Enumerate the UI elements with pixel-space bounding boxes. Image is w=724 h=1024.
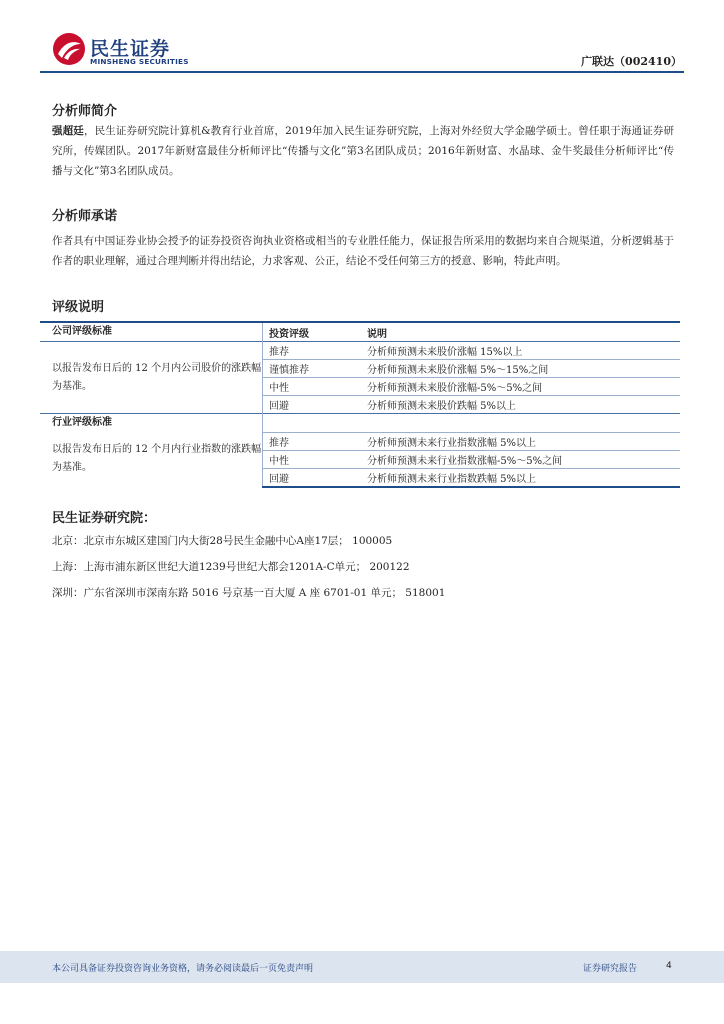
logo-text-en: MINSHENG SECURITIES	[90, 57, 189, 66]
analyst-name: 强超廷	[52, 125, 84, 137]
rating-cell: 中性	[263, 450, 362, 468]
desc-cell: 分析师预测未来股价涨幅-5%～5%之间	[361, 378, 680, 396]
address-shenzhen: 深圳：广东省深圳市深南东路 5016 号京基一百大厦 A 座 6701-01 单元； 518001	[52, 587, 446, 599]
analyst-pledge-text: 作者具有中国证券业协会授予的证券投资咨询执业资格或相当的专业胜任能力，保证报告所采用的数据均来自合规渠道，分析逻辑基于作者的职业理解，通过合理判断并得出结论，力求客观、公正，结论不受任何第三方的授意、影响，特此声明。	[52, 235, 674, 267]
institute-title: 民生证券研究院：	[52, 511, 157, 526]
analyst-intro-title: 分析师简介	[52, 104, 118, 119]
rating-cell: 推荐	[263, 342, 362, 360]
stock-title: 广联达（002410）	[581, 55, 682, 68]
minsheng-logo-icon	[52, 32, 86, 66]
header-investment-rating: 投资评级	[263, 322, 362, 342]
analyst-intro-text	[52, 121, 674, 181]
footer-report-type: 证券研究报告	[583, 964, 638, 974]
industry-header-row	[40, 414, 680, 433]
desc-cell: 分析师预测未来行业指数涨幅 5%以上	[361, 432, 680, 450]
page-header	[0, 0, 724, 76]
desc-cell: 分析师预测未来股价跌幅 5%以上	[361, 396, 680, 414]
header-divider	[40, 71, 684, 73]
table-row	[40, 432, 680, 450]
rating-cell: 谨慎推荐	[263, 360, 362, 378]
address-shanghai: 上海：上海市浦东新区世纪大道1239号世纪大都会1201A-C单元； 200122	[52, 561, 410, 573]
rating-table-header	[40, 322, 680, 342]
footer-disclaimer: 本公司具备证券投资咨询业务资格，请务必阅读最后一页免责声明	[52, 964, 314, 974]
rating-cell: 回避	[263, 396, 362, 414]
rating-table	[40, 321, 680, 488]
header-company-standard: 公司评级标准	[40, 322, 263, 342]
table-row	[40, 342, 680, 360]
address-beijing: 北京：北京市东城区建国门内大街28号民生金融中心A座17层； 100005	[52, 535, 393, 547]
desc-cell: 分析师预测未来行业指数涨幅-5%～5%之间	[361, 450, 680, 468]
desc-cell: 分析师预测未来股价涨幅 5%～15%之间	[361, 360, 680, 378]
analyst-bio: ，民生证券研究院计算机&教育行业首席，2019年加入民生证券研究院，上海对外经贸大学金融学硕士。曾任职于海通证券研究所，传媒团队。2017年新财富最佳分析师评比“传播与文化”第3名团队成员；2016年新财富、水晶球、金牛奖最佳分析师评比“传播与文化”第3名团队成员。	[52, 125, 674, 177]
desc-cell: 分析师预测未来股价涨幅 15%以上	[361, 342, 680, 360]
rating-cell: 回避	[263, 468, 362, 487]
rating-title: 评级说明	[52, 300, 105, 315]
header-description: 说明	[361, 322, 680, 342]
rating-cell: 推荐	[263, 432, 362, 450]
rating-cell: 中性	[263, 378, 362, 396]
header-industry-standard: 行业评级标准	[40, 414, 263, 433]
page-number: 4	[666, 961, 672, 971]
company-standard-text: 以报告发布日后的 12 个月内公司股价的涨跌幅为基准。	[40, 342, 263, 414]
logo-text-cn: 民生证券	[90, 38, 171, 60]
industry-standard-text: 以报告发布日后的 12 个月内行业指数的涨跌幅为基准。	[40, 432, 263, 487]
desc-cell: 分析师预测未来行业指数跌幅 5%以上	[361, 468, 680, 487]
analyst-pledge-title: 分析师承诺	[52, 209, 118, 224]
